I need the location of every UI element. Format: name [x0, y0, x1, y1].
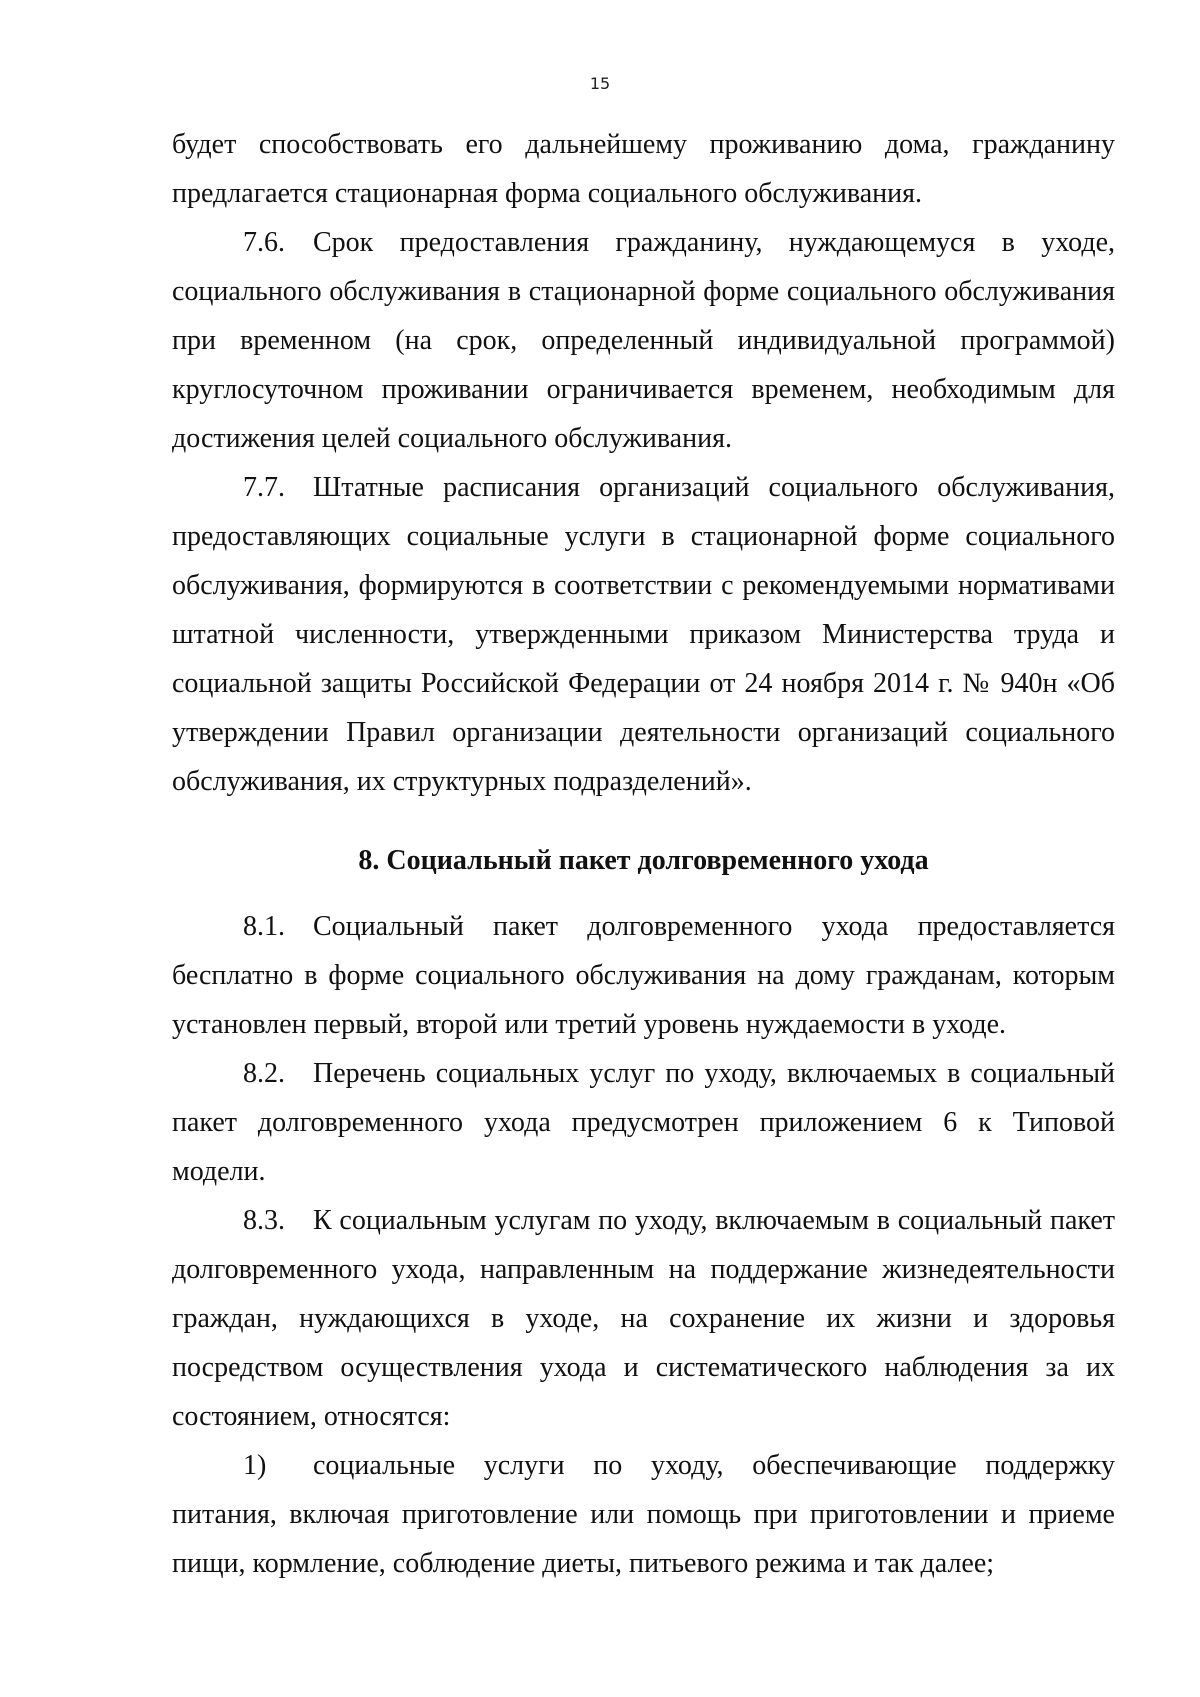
paragraph-number: 7.6. — [243, 227, 285, 258]
paragraph-text: Социальный пакет долговременного ухода предоставляется бесплатно в форме социального обслуживания на дому гражданам, которым установлен первый, второй или третий уровень нуждаемости в уходе. — [172, 911, 1115, 1040]
page-number: 15 — [589, 74, 611, 93]
paragraph-text: будет способствовать его дальнейшему проживанию дома, гражданину предлагается стационарная форма социального обслуживания. — [172, 129, 1115, 209]
paragraph-8-3 — [172, 1196, 1115, 1441]
paragraph-text: К социальным услугам по уходу, включаемым в социальный пакет долговременного ухода, направленным на поддержание жизнедеятельности граждан, нуждающихся в уходе, на сохранение их жизни и здоровья посредством осуществления ухода и систематического наблюдения за их состоянием, относятся: — [172, 1205, 1115, 1432]
paragraph-text: Срок предоставления гражданину, нуждающемуся в уходе, социального обслуживания в стационарной форме социального обслуживания при временном (на срок, определенный индивидуальной программой) круглосуточном проживании ограничивается временем, необходимым для достижения целей социального обслуживания. — [172, 227, 1115, 454]
paragraph-number: 8.3. — [243, 1205, 285, 1236]
paragraph-continuation — [172, 120, 1115, 218]
paragraph-7-6 — [172, 218, 1115, 463]
paragraph-number: 8.1. — [243, 911, 285, 942]
paragraph-8-2 — [172, 1049, 1115, 1196]
list-item-1 — [172, 1441, 1115, 1588]
paragraph-text: Перечень социальных услуг по уходу, включаемых в социальный пакет долговременного ухода предусмотрен приложением 6 к Типовой модели. — [172, 1058, 1115, 1187]
paragraph-number: 8.2. — [243, 1058, 285, 1089]
paragraph-8-1 — [172, 902, 1115, 1049]
section-title: 8. Социальный пакет долговременного ухода — [358, 845, 929, 876]
document-body — [172, 120, 1115, 1588]
paragraph-text: Штатные расписания организаций социального обслуживания, предоставляющих социальные услуги в стационарной форме социального обслуживания, формируются в соответствии с рекомендуемыми нормативами штатной численности, утвержденными приказом Министерства труда и социальной защиты Российской Федерации от 24 ноября 2014 г. № 940н «Об утверждении Правил организации деятельности организаций социального обслуживания, их структурных подразделений». — [172, 472, 1115, 797]
paragraph-7-7 — [172, 463, 1115, 806]
list-item-number: 1) — [243, 1450, 267, 1481]
list-item-text: социальные услуги по уходу, обеспечивающие поддержку питания, включая приготовление или помощь при приготовлении и приеме пищи, кормление, соблюдение диеты, питьевого режима и так далее; — [172, 1450, 1115, 1579]
paragraph-number: 7.7. — [243, 472, 285, 503]
